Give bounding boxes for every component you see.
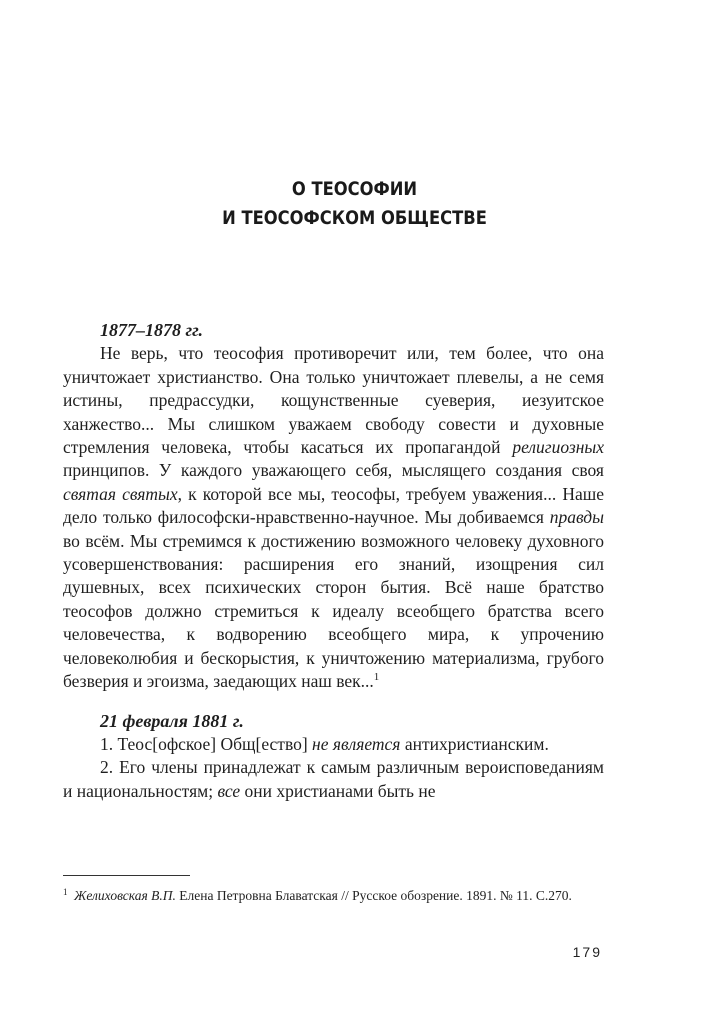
chapter-title-line-1: О ТЕОСОФИИ	[291, 178, 418, 200]
footnote	[63, 887, 604, 905]
paragraph-point-2	[63, 756, 604, 803]
body-text	[63, 319, 604, 803]
text-run: во всём. Мы стремимся к достижению возможного человеку духовного усовершенствования: расширения его знаний, изощрения сил душевных, всех психических сторон бытия. Всё наше братство теософов должно стремиться к идеалу всеобщего братства всего человечества, к водворению всеобщего мира, к упрочению человеколюбия и бескорыстия, к уничтожению материализма, грубого безверия и эгоизма, заедающих наш век...	[63, 530, 604, 692]
footnote-text	[74, 887, 604, 905]
footnote-source: Елена Петровна Блаватская // Русское обозрение. 1891. № 11. С.270.	[175, 888, 572, 903]
text-run: , к которой все мы, теософы, требуем уважения... Наше дело только философски-нравственно-научное. Мы добиваемся	[63, 483, 604, 528]
section-date-1881: 21 февраля 1881 г.	[100, 710, 244, 731]
footnote-reference[interactable]: 1	[373, 671, 380, 684]
section-spacer	[63, 694, 604, 710]
emphasis-is-not: не является	[312, 733, 401, 754]
text-run: принципов. У каждого уважающего себя, мыслящего создания своя	[63, 460, 604, 481]
emphasis-holy-of-holies: святая святых	[63, 483, 178, 504]
footnote-divider	[63, 875, 190, 876]
page-number: 179	[572, 944, 602, 960]
emphasis-all: все	[217, 780, 241, 801]
footnote-author: Желиховская В.П.	[74, 888, 176, 903]
chapter-title-line-2: И ТЕОСОФСКОМ ОБЩЕСТВЕ	[222, 207, 487, 229]
section-date-1877: 1877–1878 гг.	[100, 320, 204, 340]
text-run: Не верь, что теософия противоречит или, тем более, что она уничтожает христианство. Она только уничтожает плевелы, а не семя истины, предрассудки, кощунственные суеверия, иезуитское ханжество... Мы слишком уважаем свободу совести и духовные стремления человека, чтобы касаться их пропагандой	[63, 343, 604, 458]
text-run: антихристианским.	[400, 733, 549, 754]
paragraph-theosophy	[63, 342, 604, 693]
text-run: 1. Теос[офское] Общ[ество]	[100, 733, 313, 754]
paragraph-point-1	[63, 733, 604, 756]
footnote-number: 1	[63, 887, 68, 897]
text-run: они христианами быть не	[240, 780, 436, 801]
chapter-title	[50, 175, 660, 233]
emphasis-truth: правды	[549, 507, 604, 528]
text-run: 2. Его члены принадлежат к самым различным вероисповеданиям и национальностям;	[63, 757, 604, 801]
emphasis-religious: религиозных	[512, 437, 604, 458]
